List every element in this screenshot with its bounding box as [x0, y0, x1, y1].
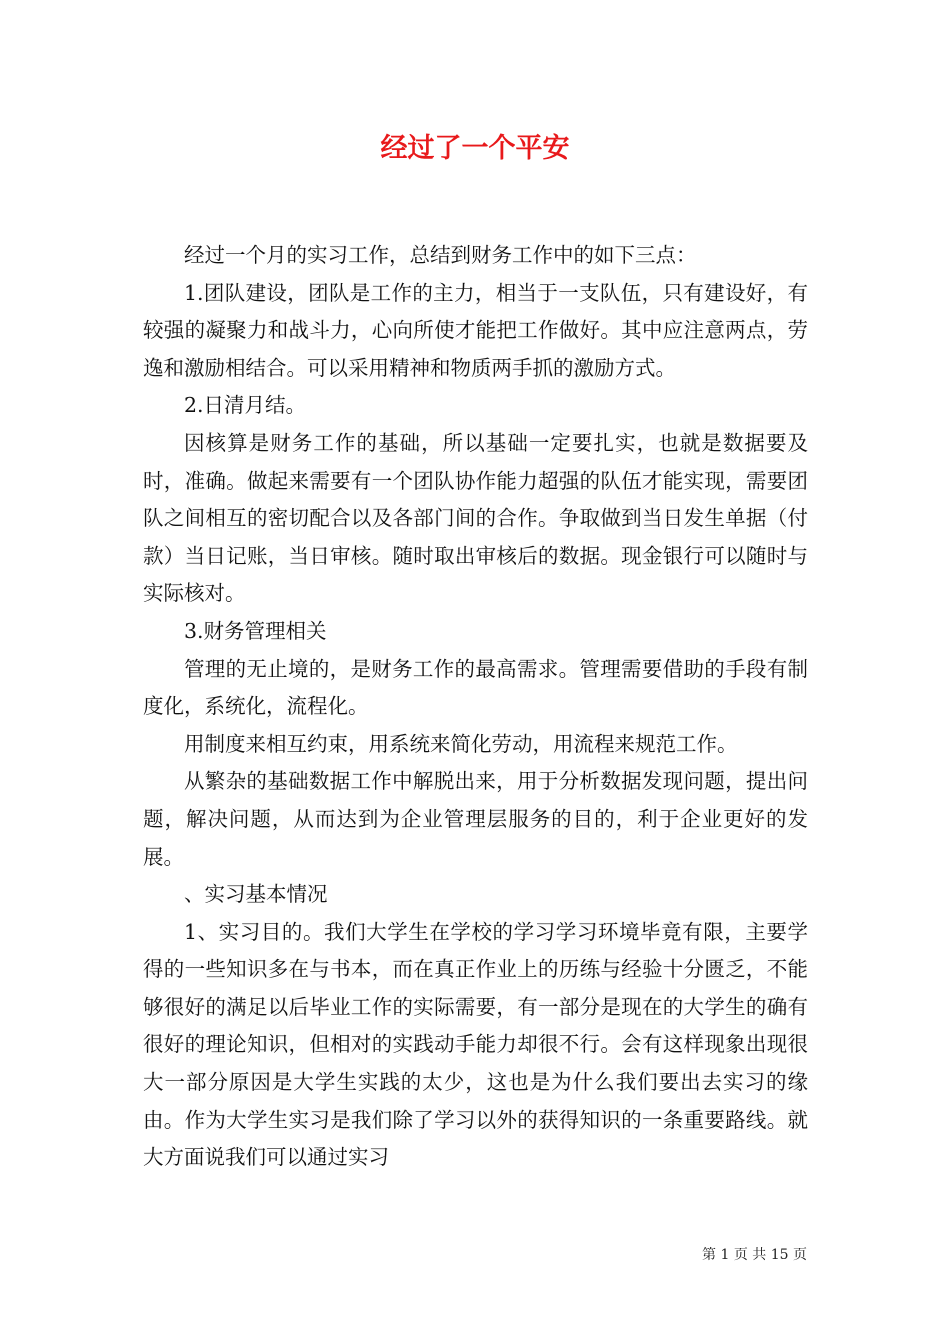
document-title: 经过了一个平安 — [380, 133, 570, 164]
paragraph: 1、实习目的。我们大学生在学校的学习学习环境毕竟有限，主要学得的一些知识多在与书本，而在真正作业上的历练与经验十分匮乏，不能够很好的满足以后毕业工作的实际需要，有一部分是现在的大学生的确有很好的理论知识，但相对的实践动手能力却很不行。会有这样现象出现很大一部分原因是大学生实践的太少，这也是为什么我们要出去实习的缘由。作为大学生实习是我们除了学习以外的获得知识的一条重要路线。就大方面说我们可以通过实习 — [143, 919, 808, 1170]
paragraph: 因核算是财务工作的基础，所以基础一定要扎实，也就是数据要及时，准确。做起来需要有一个团队协作能力超强的队伍才能实现，需要团队之间相互的密切配合以及各部门间的合作。争取做到当日发生单据（付款）当日记账，当日审核。随时取出审核后的数据。现金银行可以随时与实际核对。 — [143, 430, 808, 606]
paragraph: 、实习基本情况 — [184, 882, 328, 907]
page-number: 第 1 页 共 15 页 — [702, 1247, 807, 1263]
paragraph: 3.财务管理相关 — [184, 618, 327, 643]
document-body — [143, 237, 808, 1177]
paragraph: 2.日清月结。 — [184, 393, 307, 418]
paragraph: 管理的无止境的，是财务工作的最高需求。管理需要借助的手段有制度化，系统化，流程化。 — [143, 656, 808, 719]
paragraph: 经过一个月的实习工作，总结到财务工作中的如下三点： — [184, 243, 697, 267]
paragraph: 从繁杂的基础数据工作中解脱出来，用于分析数据发现问题，提出问题，解决问题，从而达到为企业管理层服务的目的，利于企业更好的发展。 — [143, 769, 808, 869]
paragraph: 用制度来相互约束，用系统来简化劳动，用流程来规范工作。 — [184, 731, 738, 756]
paragraph: 1.团队建设，团队是工作的主力，相当于一支队伍，只有建设好，有较强的凝聚力和战斗力，心向所使才能把工作做好。其中应注意两点，劳逸和激励相结合。可以采用精神和物质两手抓的激励方式。 — [143, 280, 808, 380]
